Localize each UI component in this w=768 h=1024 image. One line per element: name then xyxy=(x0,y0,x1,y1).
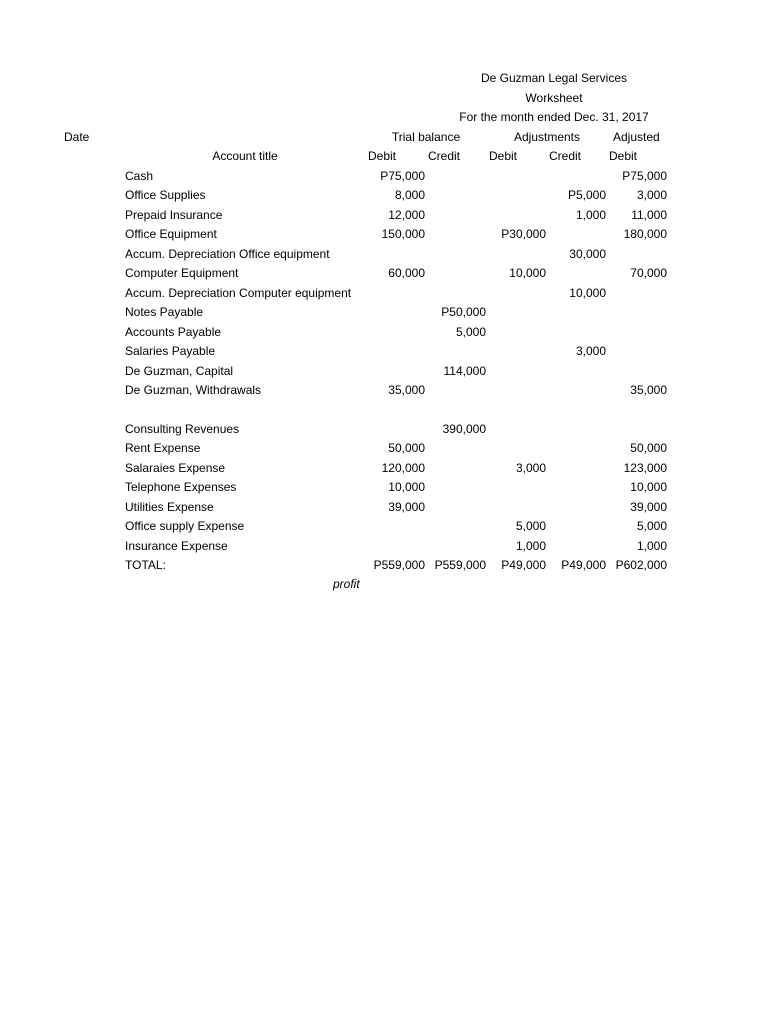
account-title-cell: Office Supplies xyxy=(125,188,206,202)
document-type: Worksheet xyxy=(525,91,583,105)
atb-debit-cell xyxy=(587,304,667,320)
atb-debit-cell xyxy=(587,324,667,340)
atb-debit-cell xyxy=(587,401,667,417)
tb-debit-cell: P75,000 xyxy=(380,169,425,183)
tb-debit-cell: 50,000 xyxy=(388,441,425,455)
atb-debit-cell: 180,000 xyxy=(623,227,667,241)
tb-debit-cell: 120,000 xyxy=(381,461,425,475)
atb-debit-cell: 123,000 xyxy=(623,461,667,475)
tb-credit-cell: 114,000 xyxy=(443,364,486,378)
atb-debit-cell: 5,000 xyxy=(636,519,667,533)
atb-debit-cell xyxy=(587,343,667,359)
atb-debit-cell: 11,000 xyxy=(631,208,667,222)
account-title-cell: Office supply Expense xyxy=(125,519,245,533)
date-header: Date xyxy=(64,130,90,144)
tb-debit-cell: 12,000 xyxy=(388,208,425,222)
adj-credit-cell: 10,000 xyxy=(569,286,606,300)
adjustments-header: Adjustments xyxy=(513,130,581,144)
tb-credit-cell: P559,000 xyxy=(434,558,486,572)
adj-debit-cell: 3,000 xyxy=(515,461,546,475)
adj-credit-cell: 30,000 xyxy=(569,247,606,261)
tb-debit-cell: 35,000 xyxy=(388,383,425,397)
tb-debit-header: Debit xyxy=(367,149,396,163)
account-title-cell: De Guzman, Capital xyxy=(125,364,234,378)
account-title-cell: De Guzman, Withdrawals xyxy=(125,383,262,397)
atb-debit-cell: 50,000 xyxy=(630,441,667,455)
account-title-header: Account title xyxy=(212,149,278,163)
tb-credit-header: Credit xyxy=(427,149,460,163)
company-name: De Guzman Legal Services xyxy=(480,71,628,85)
atb-debit-cell xyxy=(587,421,667,437)
atb-debit-cell: 70,000 xyxy=(630,266,667,280)
tb-credit-cell: 390,000 xyxy=(442,422,486,436)
tb-debit-cell: 8,000 xyxy=(394,188,425,202)
adj-debit-cell: 10,000 xyxy=(509,266,546,280)
account-title-cell: Office Equipment xyxy=(125,227,217,241)
adj-credit-cell: P49,000 xyxy=(561,558,606,572)
period-label: For the month ended Dec. 31, 2017 xyxy=(459,110,649,124)
atb-debit-header: Debit xyxy=(609,149,638,163)
account-title-cell: Utilities Expense xyxy=(125,500,214,514)
tb-credit-cell: P50,000 xyxy=(441,305,486,319)
account-title-cell: Accum. Depreciation Computer equipment xyxy=(125,286,352,300)
account-title-cell: Cash xyxy=(125,169,154,183)
tb-debit-cell: 150,000 xyxy=(381,227,425,241)
account-title-cell: Prepaid Insurance xyxy=(125,208,223,222)
account-title-cell: Accounts Payable xyxy=(125,325,222,339)
adjusted-header: Adjusted xyxy=(613,130,660,144)
account-title-cell: Telephone Expenses xyxy=(125,480,237,494)
atb-debit-cell: 3,000 xyxy=(636,188,667,202)
account-title-cell: Notes Payable xyxy=(125,305,204,319)
tb-debit-cell: P559,000 xyxy=(373,558,425,572)
account-title-cell: Computer Equipment xyxy=(125,266,239,280)
account-title-cell: Rent Expense xyxy=(125,441,201,455)
account-title-cell: Salaraies Expense xyxy=(125,461,226,475)
account-title-cell: Insurance Expense xyxy=(125,539,228,553)
account-title-cell: TOTAL: xyxy=(125,558,166,572)
account-title-cell: Consulting Revenues xyxy=(125,422,240,436)
tb-debit-cell: 39,000 xyxy=(388,500,425,514)
atb-debit-cell: 1,000 xyxy=(636,539,667,553)
adj-credit-cell: P5,000 xyxy=(567,188,606,202)
adj-credit-header: Credit xyxy=(548,149,581,163)
trial-balance-header: Trial balance xyxy=(391,130,461,144)
atb-debit-cell: 10,000 xyxy=(630,480,667,494)
adj-credit-cell: 3,000 xyxy=(575,344,606,358)
adj-debit-cell: 5,000 xyxy=(515,519,546,533)
atb-debit-cell: 39,000 xyxy=(630,500,667,514)
atb-debit-cell: P602,000 xyxy=(615,558,667,572)
adj-debit-header: Debit xyxy=(488,149,517,163)
atb-debit-cell: 35,000 xyxy=(630,383,667,397)
adj-debit-cell: P49,000 xyxy=(501,558,546,572)
atb-debit-cell xyxy=(587,285,667,301)
atb-debit-cell xyxy=(587,363,667,379)
account-title-cell: Salaries Payable xyxy=(125,344,216,358)
adj-debit-cell: P30,000 xyxy=(501,227,546,241)
adj-credit-cell: 1,000 xyxy=(575,208,606,222)
adj-debit-cell: 1,000 xyxy=(515,539,546,553)
tb-debit-cell: 60,000 xyxy=(388,266,425,280)
atb-debit-cell: P75,000 xyxy=(622,169,667,183)
account-title-cell: Accum. Depreciation Office equipment xyxy=(125,247,330,261)
tb-debit-cell: 10,000 xyxy=(388,480,425,494)
profit-label: profit xyxy=(333,577,360,591)
atb-debit-cell xyxy=(587,246,667,262)
tb-credit-cell: 5,000 xyxy=(455,325,486,339)
